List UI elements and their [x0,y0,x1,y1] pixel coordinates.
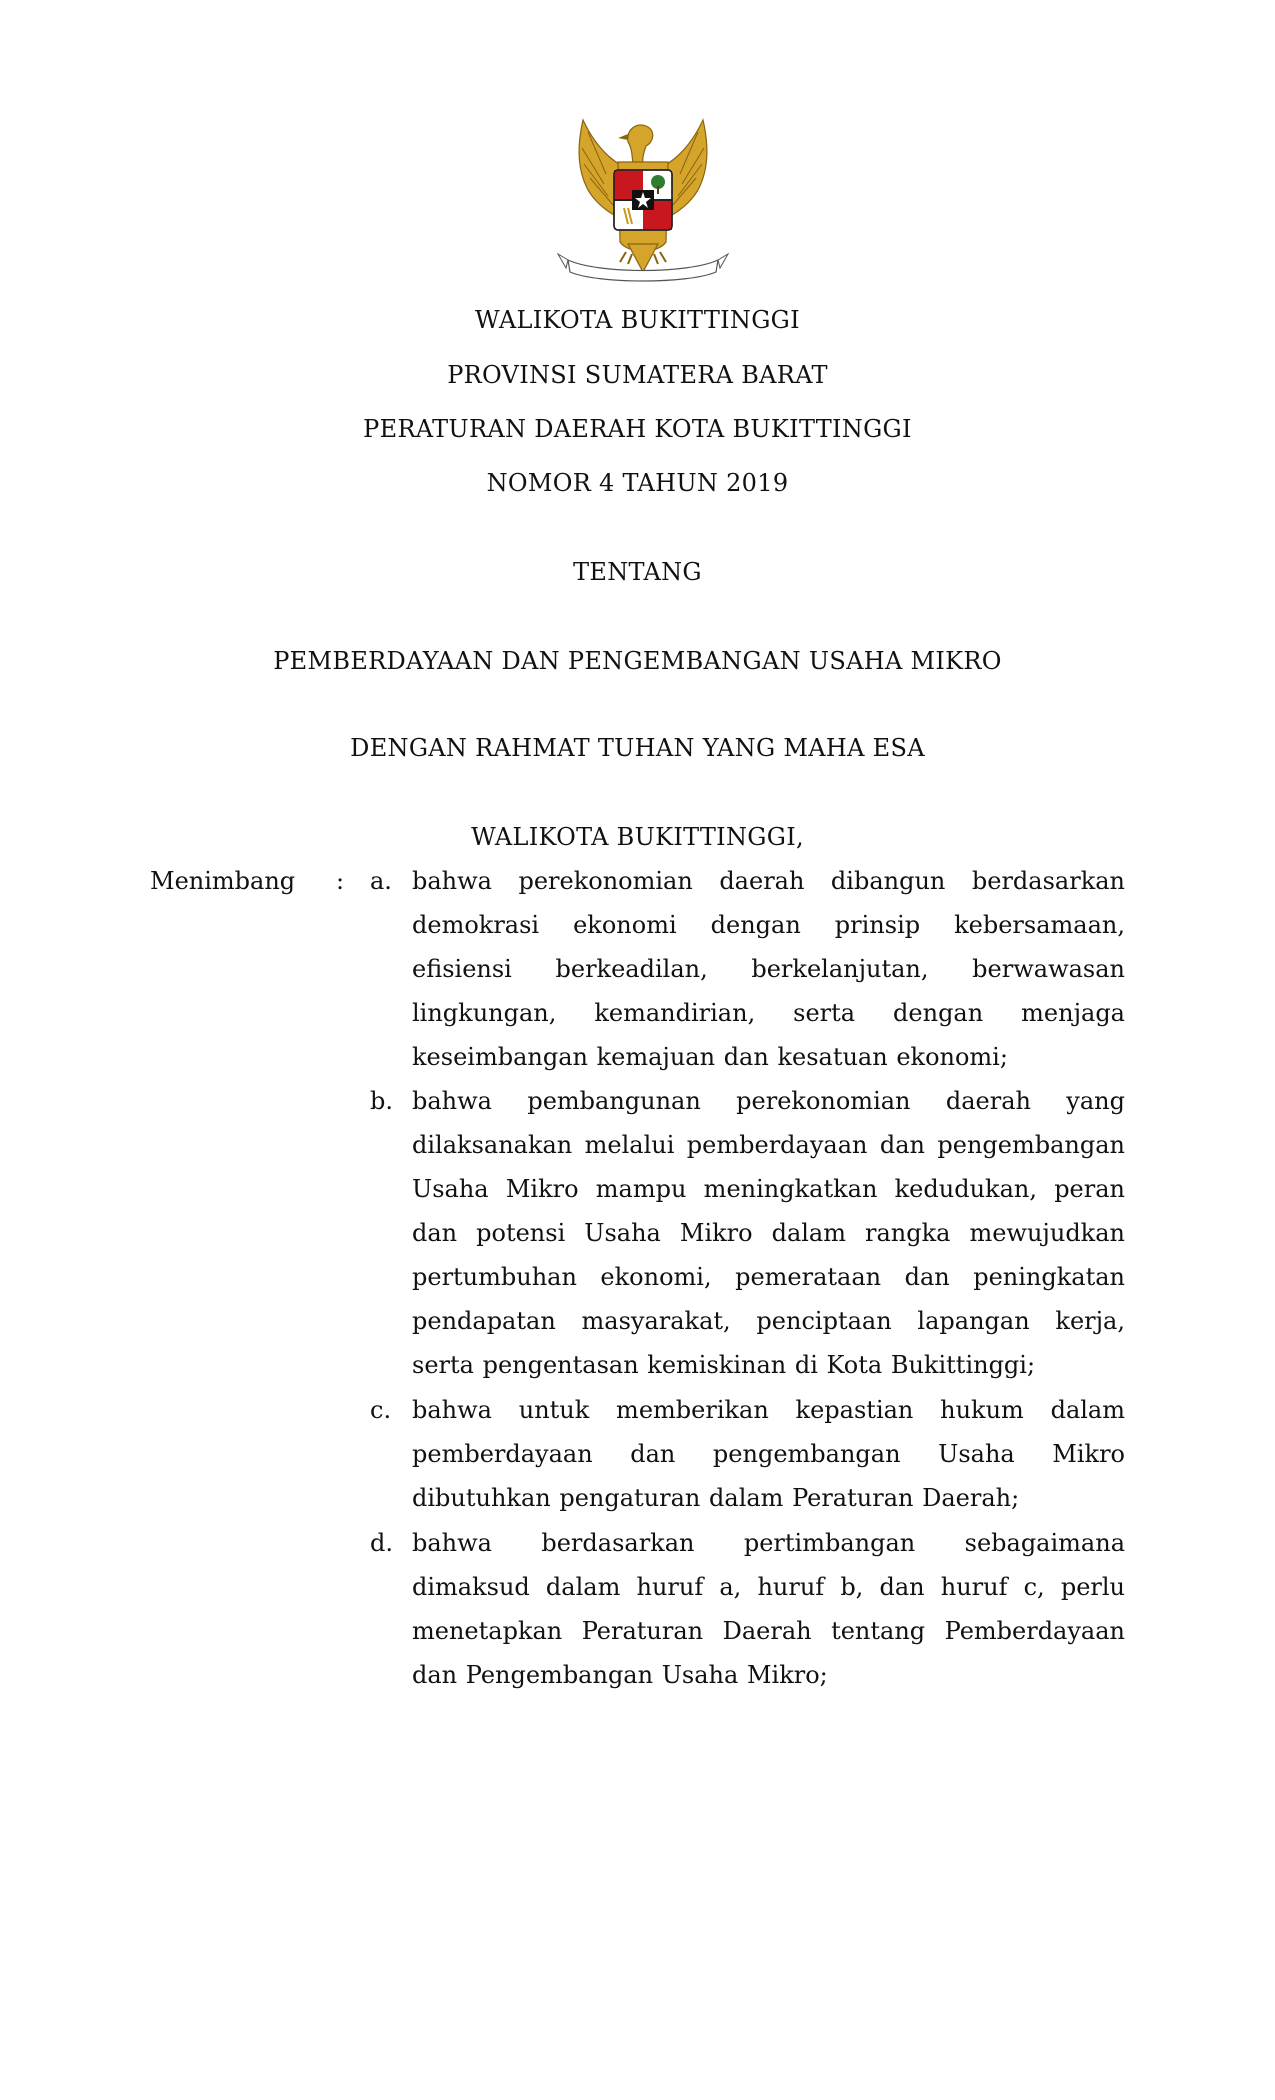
about-label: TENTANG [573,558,702,586]
regulation-number: NOMOR 4 TAHUN 2019 [486,469,789,497]
item-text: bahwa pembangunan perekonomian daerah yang dilaksanakan melalui pemberdayaan dan pengembangan Usaha Mikro mampu meningkatkan kedudukan, peran dan potensi Usaha Mikro dalam rangka mewujudkan pertumbuhan ekonomi, pemerataan dan peningkatan pendapatan masyarakat, penciptaan lapangan kerja, serta pengentasan kemiskinan di Kota Bukittinggi; [412,1087,1125,1379]
item-text: bahwa perekonomian daerah dibangun berdasarkan demokrasi ekonomi dengan prinsip kebersamaan, efisiensi berkeadilan, berkelanjutan, berwawasan lingkungan, kemandirian, serta dengan menjaga keseimbangan kemajuan dan kesatuan ekonomi; [412,867,1125,1071]
regulation-subject: PEMBERDAYAAN DAN PENGEMBANGAN USAHA MIKRO [273,647,1002,675]
item-letter: a. [370,867,392,895]
considering-colon: : [336,867,345,895]
authority-title: WALIKOTA BUKITTINGGI [475,306,800,334]
item-letter: d. [370,1529,393,1557]
item-letter: b. [370,1087,393,1115]
considering-label: Menimbang [150,867,296,895]
item-text: bahwa berdasarkan pertimbangan sebagaimana dimaksud dalam huruf a, huruf b, dan huruf c, perlu menetapkan Peraturan Daerah tentang Pemberdayaan dan Pengembangan Usaha Mikro; [412,1529,1125,1689]
garuda-emblem-icon [548,112,738,292]
issuer: WALIKOTA BUKITTINGGI, [471,823,804,851]
item-letter: c. [370,1396,392,1424]
invocation: DENGAN RAHMAT TUHAN YANG MAHA ESA [350,734,925,762]
regulation-title: PERATURAN DAERAH KOTA BUKITTINGGI [363,415,912,443]
item-text: bahwa untuk memberikan kepastian hukum dalam pemberdayaan dan pengembangan Usaha Mikro dibutuhkan pengaturan dalam Peraturan Daerah; [412,1396,1125,1512]
province-title: PROVINSI SUMATERA BARAT [447,361,828,389]
